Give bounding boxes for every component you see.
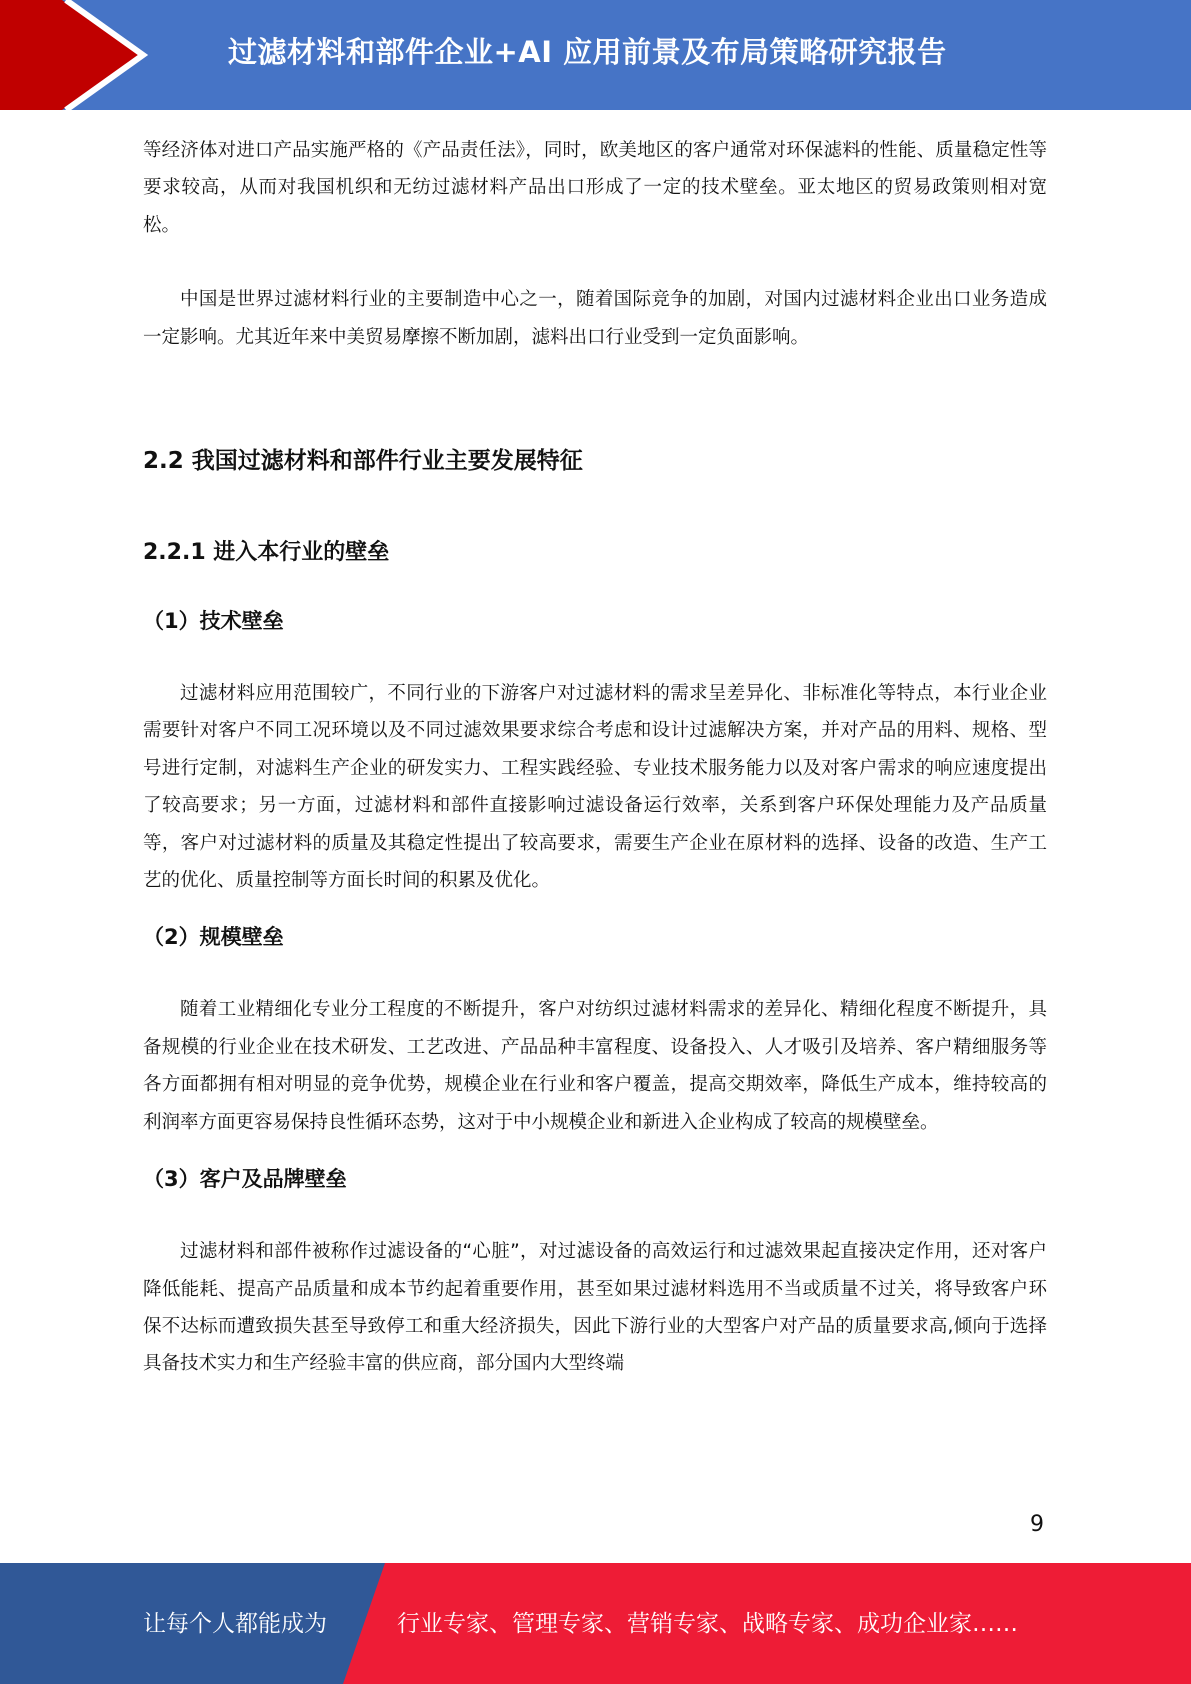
paragraph: 等经济体对进口产品实施严格的《产品责任法》，同时，欧美地区的客户通常对环保滤料的性能、质量稳定性等要求较高，从而对我国机织和无纺过滤材料产品出口形成了一定的技术壁垒。亚太地区的贸易政策则相对宽松。 [143,140,1047,236]
subheading-brand-barrier: （3）客户及品牌壁垒 [143,1167,347,1192]
paragraph: 中国是世界过滤材料行业的主要制造中心之一，随着国际竞争的加剧，对国内过滤材料企业出口业务造成一定影响。尤其近年来中美贸易摩擦不断加剧，滤料出口行业受到一定负面影响。 [143,289,1047,348]
page-header [0,0,1191,110]
footer-slogan-left: 让每个人都能成为 [143,1611,327,1637]
subsection-heading: 2.2.1 进入本行业的壁垒 [143,540,390,566]
document-body [143,132,1047,1383]
footer-slogan-right: 行业专家、管理专家、营销专家、战略专家、成功企业家…… [397,1611,1018,1637]
paragraph: 过滤材料应用范围较广，不同行业的下游客户对过滤材料的需求呈差异化、非标准化等特点，本行业企业需要针对客户不同工况环境以及不同过滤效果要求综合考虑和设计过滤解决方案，并对产品的用料、规格、型号进行定制，对滤料生产企业的研发实力、工程实践经验、专业技术服务能力以及对客户需求的响应速度提出了较高要求；另一方面，过滤材料和部件直接影响过滤设备运行效率，关系到客户环保处理能力及产品质量等，客户对过滤材料的质量及其稳定性提出了较高要求，需要生产企业在原材料的选择、设备的改造、生产工艺的优化、质量控制等方面长时间的积累及优化。 [143,683,1047,892]
subheading-tech-barrier: （1）技术壁垒 [143,609,284,634]
paragraph: 随着工业精细化专业分工程度的不断提升，客户对纺织过滤材料需求的差异化、精细化程度不断提升，具备规模的行业企业在技术研发、工艺改进、产品品种丰富程度、设备投入、人才吸引及培养、客户精细服务等各方面都拥有相对明显的竞争优势，规模企业在行业和客户覆盖，提高交期效率，降低生产成本，维持较高的利润率方面更容易保持良性循环态势，这对于中小规模企业和新进入企业构成了较高的规模壁垒。 [143,999,1047,1133]
chevron-decoration-icon [0,0,160,110]
subheading-scale-barrier: （2）规模壁垒 [143,925,284,950]
report-title: 过滤材料和部件企业+AI 应用前景及布局策略研究报告 [228,35,947,69]
page-number: 9 [1030,1512,1044,1537]
section-heading: 2.2 我国过滤材料和部件行业主要发展特征 [143,448,583,475]
paragraph: 过滤材料和部件被称作过滤设备的“心脏”，对过滤设备的高效运行和过滤效果起直接决定作用，还对客户降低能耗、提高产品质量和成本节约起着重要作用，甚至如果过滤材料选用不当或质量不过关，将导致客户环保不达标而遭致损失甚至导致停工和重大经济损失，因此下游行业的大型客户对产品的质量要求高,倾向于选择具备技术实力和生产经验丰富的供应商，部分国内大型终端 [143,1241,1047,1375]
page-footer [0,1563,1191,1684]
